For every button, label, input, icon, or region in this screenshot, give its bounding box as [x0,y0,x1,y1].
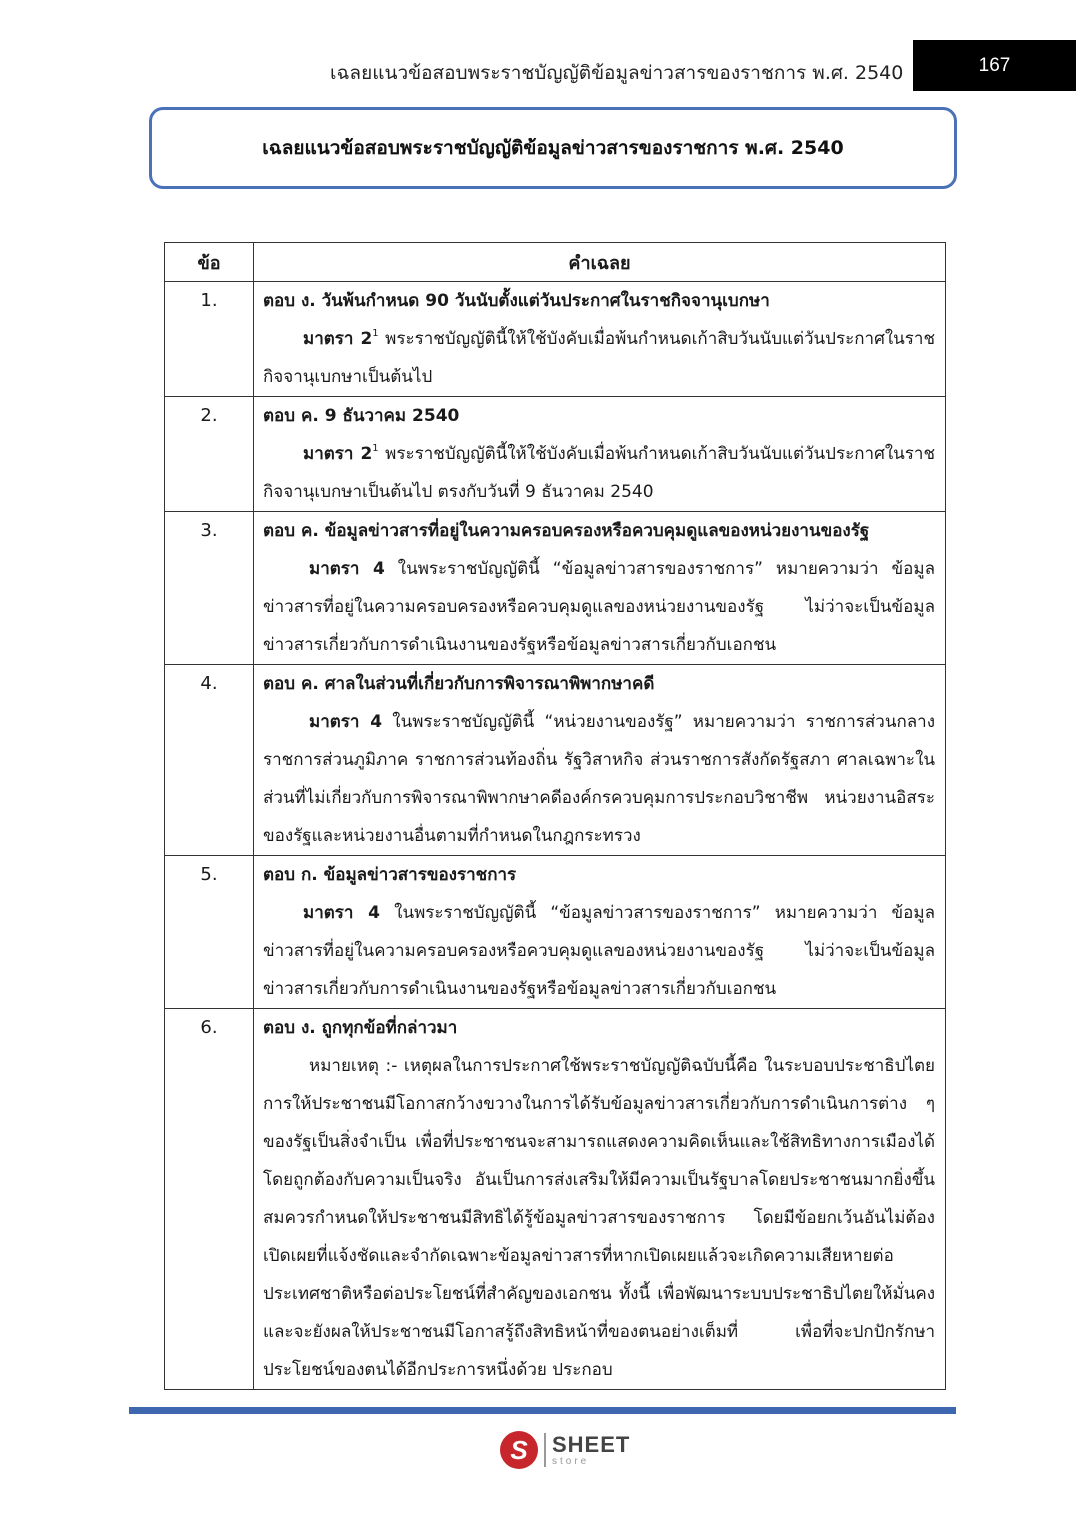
row-number: 2. [165,397,254,512]
explanation [263,894,935,1008]
section-ref: มาตรา 4 [309,559,385,579]
answer-cell [254,665,946,856]
answer-line: ตอบ ง. ถูกทุกข้อที่กล่าวมา [263,1018,458,1038]
footer-rule [129,1407,956,1414]
answer-cell [254,512,946,665]
page-number: 167 [913,40,1076,91]
column-header-answer: คำเฉลย [254,243,946,282]
logo-name: SHEET [552,1431,631,1457]
row-number: 6. [165,1009,254,1390]
logo-text [552,1431,631,1467]
answer-cell [254,397,946,512]
explanation [263,703,935,855]
logo-divider [544,1433,546,1467]
explanation [263,435,935,511]
logo-subtitle: store [552,1455,590,1467]
running-header: เฉลยแนวข้อสอบพระราชบัญญัติข้อมูลข่าวสารของราชการ พ.ศ. 2540 [330,62,904,84]
table-row [165,397,946,512]
row-number: 3. [165,512,254,665]
answer-cell [254,282,946,397]
title-box [149,107,957,189]
table-header-row [165,243,946,282]
table-row [165,282,946,397]
column-header-no: ข้อ [165,243,254,282]
logo-mark-icon: S [500,1431,538,1469]
section-ref: มาตรา 2 [303,329,373,349]
footnote-mark: 1 [372,328,379,339]
explanation-text: ในพระราชบัญญัตินี้ “ข้อมูลข่าวสารของราชการ” หมายความว่า ข้อมูลข่าวสารที่อยู่ในความครอบครองหรือควบคุมดูแลของหน่วยงานของรัฐ ไม่ว่าจะเป็นข้อมูลข่าวสารเกี่ยวกับการดำเนินงานของรัฐหรือข้อมูลข่าวสารเกี่ยวกับเอกชน [263,559,935,655]
answer-line: ตอบ ก. ข้อมูลข่าวสารของราชการ [263,865,517,885]
explanation-text: พระราชบัญญัตินี้ให้ใช้บังคับเมื่อพ้นกำหนดเก้าสิบวันนับแต่วันประกาศในราชกิจจานุเบกษาเป็นต้นไป ตรงกับวันที่ 9 ธันวาคม 2540 [263,444,935,502]
section-ref: มาตรา 2 [303,444,373,464]
answer-table [164,242,946,1390]
sheet-store-logo [500,1430,650,1470]
explanation [263,320,935,396]
explanation-text: ในพระราชบัญญัตินี้ “หน่วยงานของรัฐ” หมายความว่า ราชการส่วนกลาง ราชการส่วนภูมิภาค ราชการส่วนท้องถิ่น รัฐวิสาหกิจ ส่วนราชการสังกัดรัฐสภา ศาลเฉพาะในส่วนที่ไม่เกี่ยวกับการพิจารณาพิพากษาคดีองค์กรควบคุมการประกอบวิชาชีพ หน่วยงานอิสระของรัฐและหน่วยงานอื่นตามที่กำหนดในกฎกระทรวง [263,712,935,846]
table-row [165,512,946,665]
explanation [263,550,935,664]
section-ref: มาตรา 4 [303,903,380,923]
answer-cell [254,856,946,1009]
row-number: 4. [165,665,254,856]
answer-line: ตอบ ค. 9 ธันวาคม 2540 [263,406,460,426]
answer-line: ตอบ ค. ศาลในส่วนที่เกี่ยวกับการพิจารณาพิพากษาคดี [263,674,655,694]
note-paragraph: หมายเหตุ :- เหตุผลในการประกาศใช้พระราชบัญญัติฉบับนี้คือ ในระบอบประชาธิปไตย การให้ประชาชนมีโอกาสกว้างขวางในการได้รับข้อมูลข่าวสารเกี่ยวกับการดำเนินการต่าง ๆ ของรัฐเป็นสิ่งจำเป็น เพื่อที่ประชาชนจะสามารถแสดงความคิดเห็นและใช้สิทธิทางการเมืองได้โดยถูกต้องกับความเป็นจริง อันเป็นการส่งเสริมให้มีความเป็นรัฐบาลโดยประชาชนมากยิ่งขึ้น สมควรกำหนดให้ประชาชนมีสิทธิได้รู้ข้อมูลข่าวสารของราชการ โดยมีข้อยกเว้นอันไม่ต้องเปิดเผยที่แจ้งชัดและจำกัดเฉพาะข้อมูลข่าวสารที่หากเปิดเผยแล้วจะเกิดความเสียหายต่อประเทศชาติหรือต่อประโยชน์ที่สำคัญของเอกชน ทั้งนี้ เพื่อพัฒนาระบบประชาธิปไตยให้มั่นคงและจะยังผลให้ประชาชนมีโอกาสรู้ถึงสิทธิหน้าที่ของตนอย่างเต็มที่ เพื่อที่จะปกปักรักษาประโยชน์ของตนได้อีกประการหนึ่งด้วย ประกอบ [263,1056,935,1380]
answer-cell [254,1009,946,1390]
table-row [165,1009,946,1390]
row-number: 1. [165,282,254,397]
page-title: เฉลยแนวข้อสอบพระราชบัญญัติข้อมูลข่าวสารของราชการ พ.ศ. 2540 [262,137,844,159]
answer-line: ตอบ ค. ข้อมูลข่าวสารที่อยู่ในความครอบครองหรือควบคุมดูแลของหน่วยงานของรัฐ [263,521,870,541]
section-ref: มาตรา 4 [309,712,383,732]
explanation-text: พระราชบัญญัตินี้ให้ใช้บังคับเมื่อพ้นกำหนดเก้าสิบวันนับแต่วันประกาศในราชกิจจานุเบกษาเป็นต้นไป [263,329,935,387]
footnote-mark: 1 [372,443,379,454]
explanation-text: ในพระราชบัญญัตินี้ “ข้อมูลข่าวสารของราชการ” หมายความว่า ข้อมูลข่าวสารที่อยู่ในความครอบครองหรือควบคุมดูแลของหน่วยงานของรัฐ ไม่ว่าจะเป็นข้อมูลข่าวสารเกี่ยวกับการดำเนินงานของรัฐหรือข้อมูลข่าวสารเกี่ยวกับเอกชน [263,903,936,999]
table-row [165,665,946,856]
table-row [165,856,946,1009]
row-number: 5. [165,856,254,1009]
answer-line: ตอบ ง. วันพ้นกำหนด 90 วันนับตั้งแต่วันประกาศในราชกิจจานุเบกษา [263,291,770,311]
